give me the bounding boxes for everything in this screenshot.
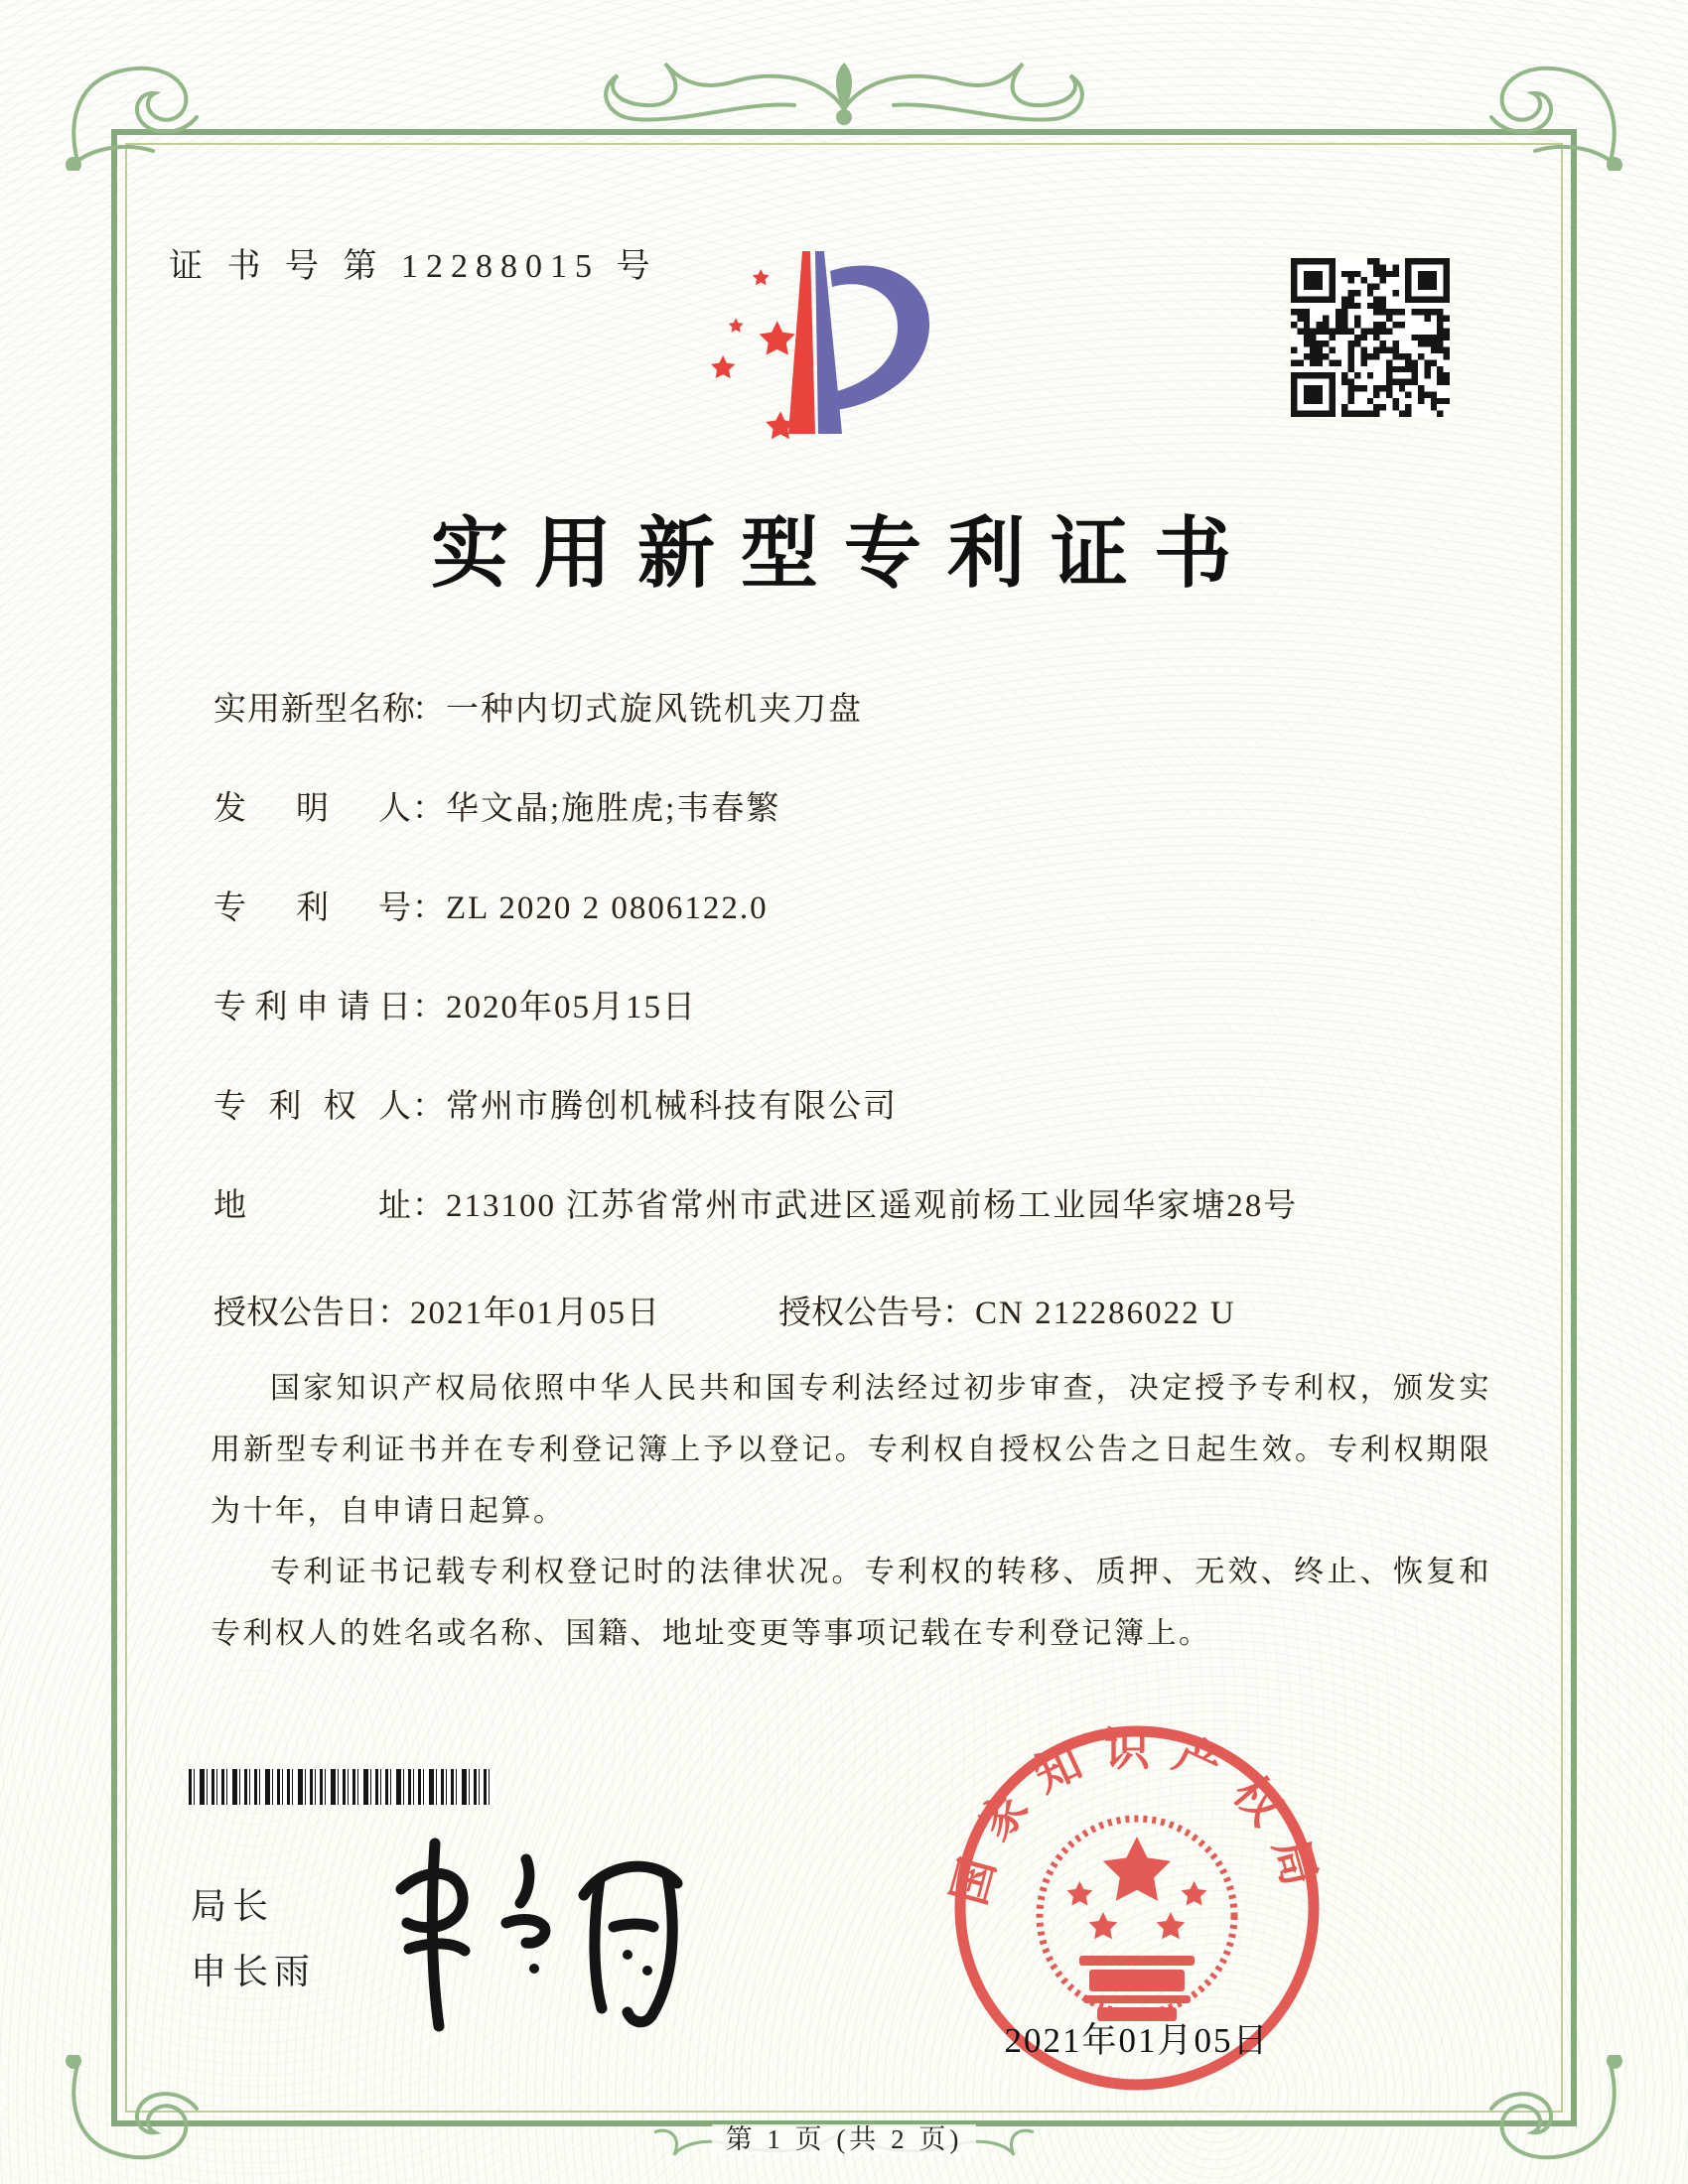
handwritten-signature-icon <box>357 1832 695 2050</box>
commissioner-name: 申长雨 <box>191 1951 317 1991</box>
field-row-address <box>213 1179 1504 1279</box>
field-row-patentee <box>213 1080 1504 1179</box>
field-label: 专利号 <box>213 890 412 926</box>
legal-paragraph-1: 国家知识产权局依照中华人民共和国专利法经过初步审查，决定授予专利权，颁发实用新型专利证书并在专利登记簿上予以登记。专利权自授权公告之日起生效。专利权期限为十年，自申请日起算。 <box>211 1372 1491 1528</box>
field-value: 2020年05月15日 <box>446 990 697 1025</box>
field-row-name <box>213 683 1504 782</box>
corner-flourish-icon <box>58 52 226 171</box>
corner-flourish-icon <box>1462 52 1630 171</box>
field-row-filing-date <box>213 981 1504 1080</box>
field-value: 一种内切式旋风铣机夹刀盘 <box>446 692 863 728</box>
certificate-title: 实用新型专利证书 <box>430 510 1257 597</box>
field-value: 华文晶;施胜虎;韦春繁 <box>446 791 781 827</box>
field-value: ZL 2020 2 0806122.0 <box>446 890 769 926</box>
field-colon: ： <box>412 692 446 728</box>
field-label: 发明人 <box>213 791 412 827</box>
commissioner-title: 局长 <box>191 1885 275 1926</box>
field-colon: ： <box>412 1089 446 1125</box>
grant-no-label: 授权公告号： <box>778 1296 975 1331</box>
field-value: 常州市腾创机械科技有限公司 <box>446 1089 898 1125</box>
field-colon: ： <box>412 1188 446 1224</box>
certificate-number: 证 书 号 第 12288015 号 <box>169 248 658 285</box>
page-number: 第 1 页 (共 2 页) <box>712 2124 977 2154</box>
grant-no-value: CN 212286022 U <box>975 1296 1236 1331</box>
field-label: 实用新型名称 <box>213 692 416 728</box>
field-colon: ： <box>412 791 446 827</box>
field-colon: ： <box>412 990 446 1025</box>
corner-flourish-icon <box>58 2055 226 2174</box>
field-colon: ： <box>412 890 446 926</box>
field-label: 专利权人 <box>213 1089 412 1125</box>
grant-row <box>213 1287 1504 1333</box>
field-label: 地址 <box>213 1188 412 1224</box>
legal-paragraph-2: 专利证书记载专利权登记时的法律状况。专利权的转移、质押、无效、终止、恢复和专利权人的姓名或名称、国籍、地址变更等事项记载在专利登记簿上。 <box>211 1556 1491 1651</box>
svg-text:国家知识产权局: 国家知识产权局 <box>943 1723 1331 1911</box>
grant-date-label: 授权公告日： <box>213 1296 410 1331</box>
cnipa-patent-logo-icon <box>685 243 943 442</box>
field-row-inventors <box>213 782 1504 882</box>
top-scroll-ornament-icon <box>526 48 1162 137</box>
field-label: 专利申请日 <box>213 990 412 1025</box>
grant-date-value: 2021年01月05日 <box>410 1296 661 1331</box>
field-list <box>213 683 1504 1279</box>
corner-flourish-icon <box>1462 2055 1630 2174</box>
barcode-icon <box>189 1769 494 1805</box>
field-value: 213100 江苏省常州市武进区遥观前杨工业园华家塘28号 <box>446 1188 1299 1224</box>
seal-date: 2021年01月05日 <box>1004 2021 1270 2060</box>
legal-text <box>211 1358 1491 1665</box>
page-footer <box>0 2117 1688 2156</box>
field-row-patent-no <box>213 882 1504 981</box>
qr-code-icon <box>1291 258 1450 417</box>
